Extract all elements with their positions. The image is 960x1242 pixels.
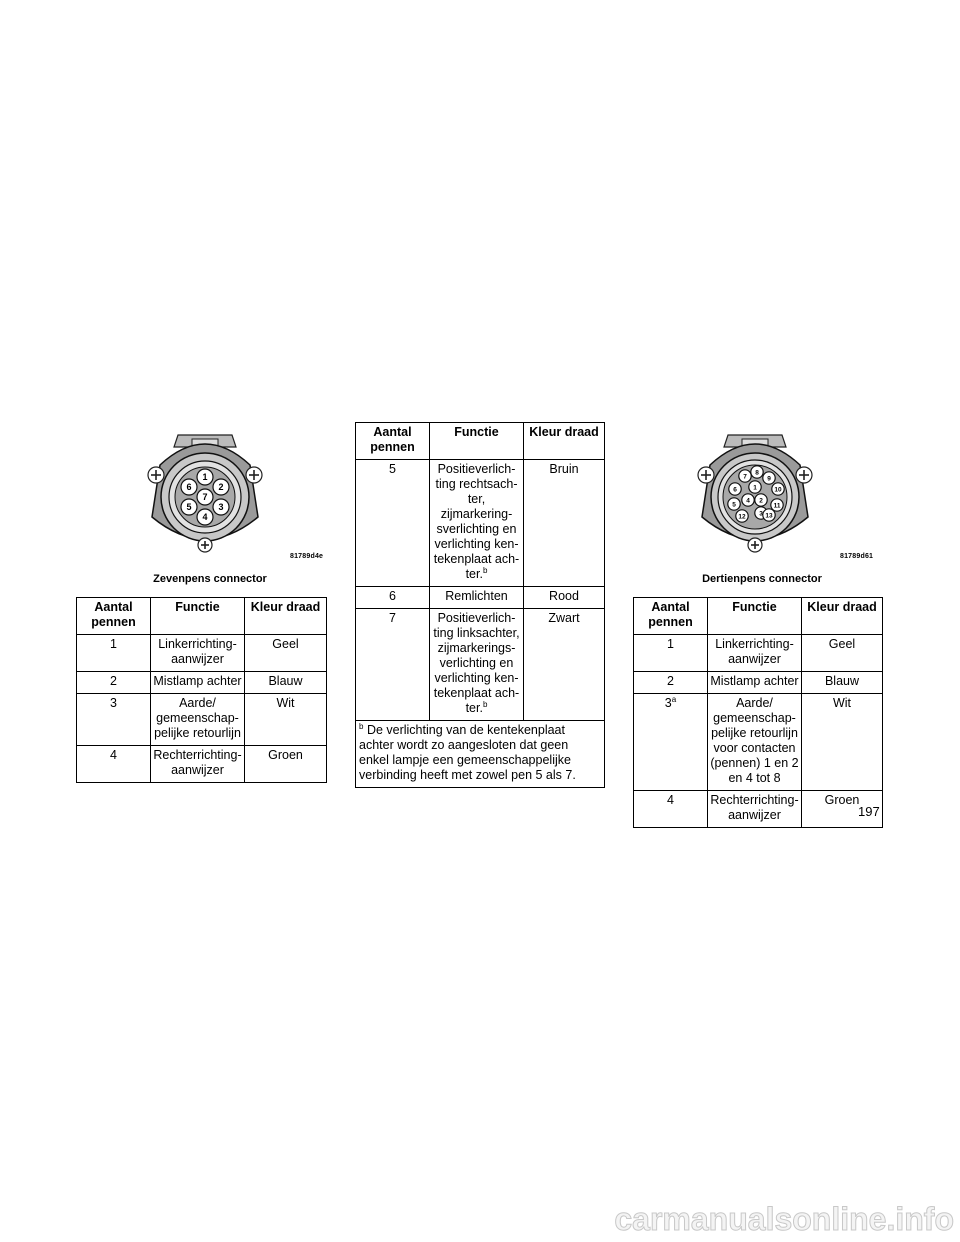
table-header-row (634, 598, 883, 635)
function-cell (430, 587, 524, 609)
function-cell: Mistlamp achter (708, 672, 802, 694)
footnote-ref: b (482, 699, 488, 709)
color-cell: Geel (245, 635, 327, 672)
pin-label: 12 (738, 513, 746, 521)
header-function: Functie (708, 598, 802, 635)
pin-label: 4 (202, 512, 208, 523)
page-number: 197 (858, 804, 880, 819)
pin-cell (634, 635, 708, 672)
pin-cell: 1 (77, 635, 151, 672)
header-color: Kleur draad (245, 598, 327, 635)
table-row (77, 694, 327, 746)
color-cell: Groen (802, 791, 883, 828)
function-cell: Aarde/ gemeenschap-pelijke retourlijn (151, 694, 245, 746)
seven-pin-figure-code: 81789d4e (290, 553, 324, 560)
seven-pin-connector-figure (140, 425, 270, 555)
header-function: Functie (151, 598, 245, 635)
color-cell: Groen (245, 746, 327, 783)
pin-label: 6 (733, 486, 737, 494)
pin-label: 8 (755, 469, 759, 477)
function-cell: Linkerrichting-aanwijzer (151, 635, 245, 672)
seven-pin-connector-drawing (140, 425, 270, 555)
function-cell (430, 460, 524, 587)
pin-label: 7 (743, 473, 747, 481)
color-cell: Blauw (245, 672, 327, 694)
function-cell: Mistlamp achter (151, 672, 245, 694)
pin-cell: 2 (77, 672, 151, 694)
color-cell: Zwart (524, 609, 605, 721)
header-function: Functie (430, 423, 524, 460)
color-cell: Wit (245, 694, 327, 746)
thirteen-pin-connector-figure (690, 425, 820, 555)
pin-cell (634, 791, 708, 828)
table-row (356, 460, 605, 587)
table-row (634, 791, 883, 828)
table-row (77, 635, 327, 672)
table-footnote (356, 721, 605, 788)
header-color: Kleur draad (524, 423, 605, 460)
pin-label: 13 (765, 512, 773, 520)
function-cell (430, 609, 524, 721)
pin-label: 9 (767, 475, 771, 483)
table-header-row (77, 598, 327, 635)
pin-label: 2 (218, 482, 224, 493)
pin-label: 1 (202, 472, 208, 483)
pin-cell (634, 672, 708, 694)
color-cell: Blauw (802, 672, 883, 694)
thirteen-pin-table (633, 597, 883, 828)
footnote-ref: a (671, 694, 677, 704)
pin-label: 5 (186, 502, 192, 513)
color-cell: Wit (802, 694, 883, 791)
footnote-text: De verlichting van de kentekenplaat achter wordt zo aangesloten dat geen enkel lampje een gemeenschappelijke verbinding heeft met zowel pen 5 als 7. (359, 723, 576, 782)
pin-label: 11 (773, 502, 781, 510)
pin-cell: 6 (356, 587, 430, 609)
pin-label: 1 (753, 484, 757, 492)
header-pins: Aantal pennen (634, 598, 708, 635)
pin-number: 4 (667, 793, 674, 807)
pin-label: 3 (218, 502, 224, 513)
header-pins: Aantal pennen (356, 423, 430, 460)
pin-label: 2 (759, 497, 763, 505)
function-cell: Aarde/ gemeenschap-pelijke retourlijn voor contacten (pennen) 1 en 2 en 4 tot 8 (708, 694, 802, 791)
color-cell: Rood (524, 587, 605, 609)
footnote-ref: b (482, 565, 488, 575)
seven-pin-table (76, 597, 327, 783)
pin-label: 5 (732, 501, 736, 509)
pin-cell: 3 (77, 694, 151, 746)
table-row (356, 609, 605, 721)
table-row (356, 587, 605, 609)
pin-number: 2 (667, 674, 674, 688)
header-pins: Aantal pennen (77, 598, 151, 635)
footnote-mark: b (359, 721, 364, 731)
pin-label: 6 (186, 482, 192, 493)
pin-label: 10 (774, 486, 782, 494)
function-text: Positieverlich-ting rechtsach-ter, zijmarkering-sverlichting en verlichting ken-tekenplaat ach-ter. (433, 462, 520, 581)
function-cell: Rechterrichting-aanwijzer (151, 746, 245, 783)
function-text: Positieverlich-ting linksachter, zijmarkerings-verlichting en verlichting ken-tekenplaat ach-ter. (433, 611, 520, 715)
seven-pin-caption: Zevenpens connector (153, 573, 267, 585)
pin-number: 1 (667, 637, 674, 651)
header-color: Kleur draad (802, 598, 883, 635)
pin-cell (634, 694, 708, 791)
color-cell: Geel (802, 635, 883, 672)
seven-pin-continued-table (355, 422, 605, 788)
watermark-text: carmanualsonline.info (614, 1201, 954, 1237)
table-footnote-row (356, 721, 605, 788)
function-cell: Rechterrichting-aanwijzer (708, 791, 802, 828)
color-cell: Bruin (524, 460, 605, 587)
pin-cell: 5 (356, 460, 430, 587)
pin-label: 4 (746, 497, 750, 505)
thirteen-pin-caption: Dertienpens connector (702, 573, 822, 585)
pin-cell: 4 (77, 746, 151, 783)
table-row (634, 672, 883, 694)
thirteen-pin-figure-code: 81789d61 (840, 553, 874, 560)
table-row (634, 694, 883, 791)
watermark (518, 1200, 958, 1240)
table-row (77, 672, 327, 694)
table-row (77, 746, 327, 783)
table-row (634, 635, 883, 672)
pin-number: 3 (664, 696, 672, 710)
thirteen-pin-connector-drawing (690, 425, 820, 555)
function-cell: Linkerrichting-aanwijzer (708, 635, 802, 672)
pin-label: 7 (202, 492, 208, 503)
pin-cell: 7 (356, 609, 430, 721)
function-text: Remlichten (445, 589, 508, 603)
table-header-row (356, 423, 605, 460)
pin-label: 3 (759, 510, 763, 518)
